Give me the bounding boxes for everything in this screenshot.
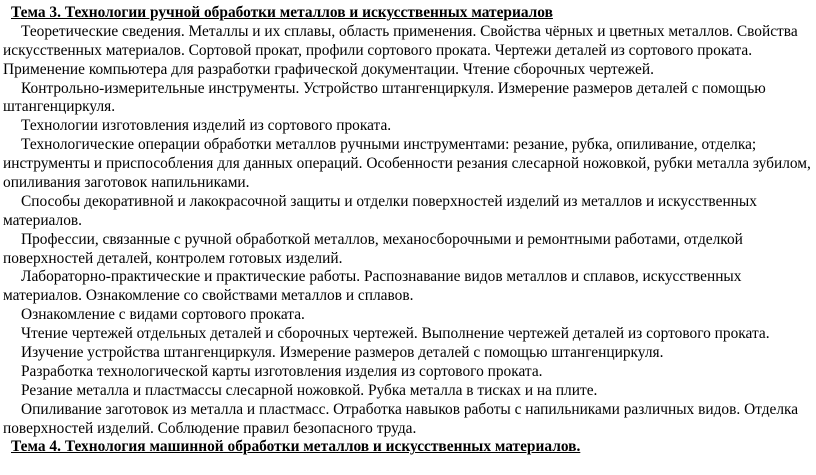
text-line: поверхностей деталей, контролем готовых изделий. (3, 249, 343, 267)
text-line: Ознакомление с видами сортового проката. (21, 306, 305, 324)
text-line: Способы декоративной и лакокрасочной защиты и отделки поверхностей изделий из металлов и искусственных (21, 192, 757, 210)
text-line: материалов. (3, 211, 83, 229)
text-line: Контрольно-измерительные инструменты. Устройство штангенциркуля. Измерение размеров деталей с помощью (21, 79, 766, 97)
text-line: Теоретические сведения. Металлы и их сплавы, область применения. Свойства чёрных и цветных металлов. Свойства (21, 22, 798, 40)
text-line: инструменты и приспособления для данных операций. Особенности резания слесарной ножовкой, рубки металла зубилом, (3, 155, 811, 173)
text-line: Технологические операции обработки металлов ручными инструментами: резание, рубка, опиливание, отделка; (21, 136, 757, 154)
text-line: Изучение устройства штангенциркуля. Измерение размеров деталей с помощью штангенциркуля. (21, 344, 664, 362)
text-line: материалов. Ознакомление со свойствами металлов и сплавов. (3, 287, 414, 305)
section-heading-topic-4: Тема 4. Технология машинной обработки металлов и искусственных материалов. (11, 438, 581, 456)
text-line: поверхностей изделий. Соблюдение правил безопасного труда. (3, 419, 417, 437)
section-heading-topic-3: Тема 3. Технологии ручной обработки металлов и искусственных материалов (11, 4, 553, 21)
text-line: Резание металла и пластмассы слесарной ножовкой. Рубка металла в тисках и на плите. (21, 381, 598, 399)
text-line: Технологии изготовления изделий из сортового проката. (21, 117, 392, 135)
text-line: штангенциркуля. (3, 98, 116, 116)
section-body (0, 23, 816, 439)
text-line: опиливания заготовок напильниками. (3, 174, 250, 192)
text-line: искусственных материалов. Сортовой прокат, профили сортового проката. Чертежи деталей из сортового проката. (3, 41, 753, 59)
text-line: Разработка технологической карты изготовления изделия из сортового проката. (21, 362, 543, 380)
text-line: Профессии, связанные с ручной обработкой металлов, механосборочными и ремонтными работами, отделкой (21, 230, 743, 248)
text-line: Применение компьютера для разработки графической документации. Чтение сборочных чертежей. (3, 60, 654, 78)
text-line: Лабораторно-практические и практические работы. Распознавание видов металлов и сплавов, искусственных (21, 268, 742, 286)
text-line: Чтение чертежей отдельных деталей и сборочных чертежей. Выполнение чертежей деталей из сортового проката. (21, 325, 770, 343)
text-line: Опиливание заготовок из металла и пластмасс. Отработка навыков работы с напильниками различных видов. Отделка (21, 400, 799, 418)
